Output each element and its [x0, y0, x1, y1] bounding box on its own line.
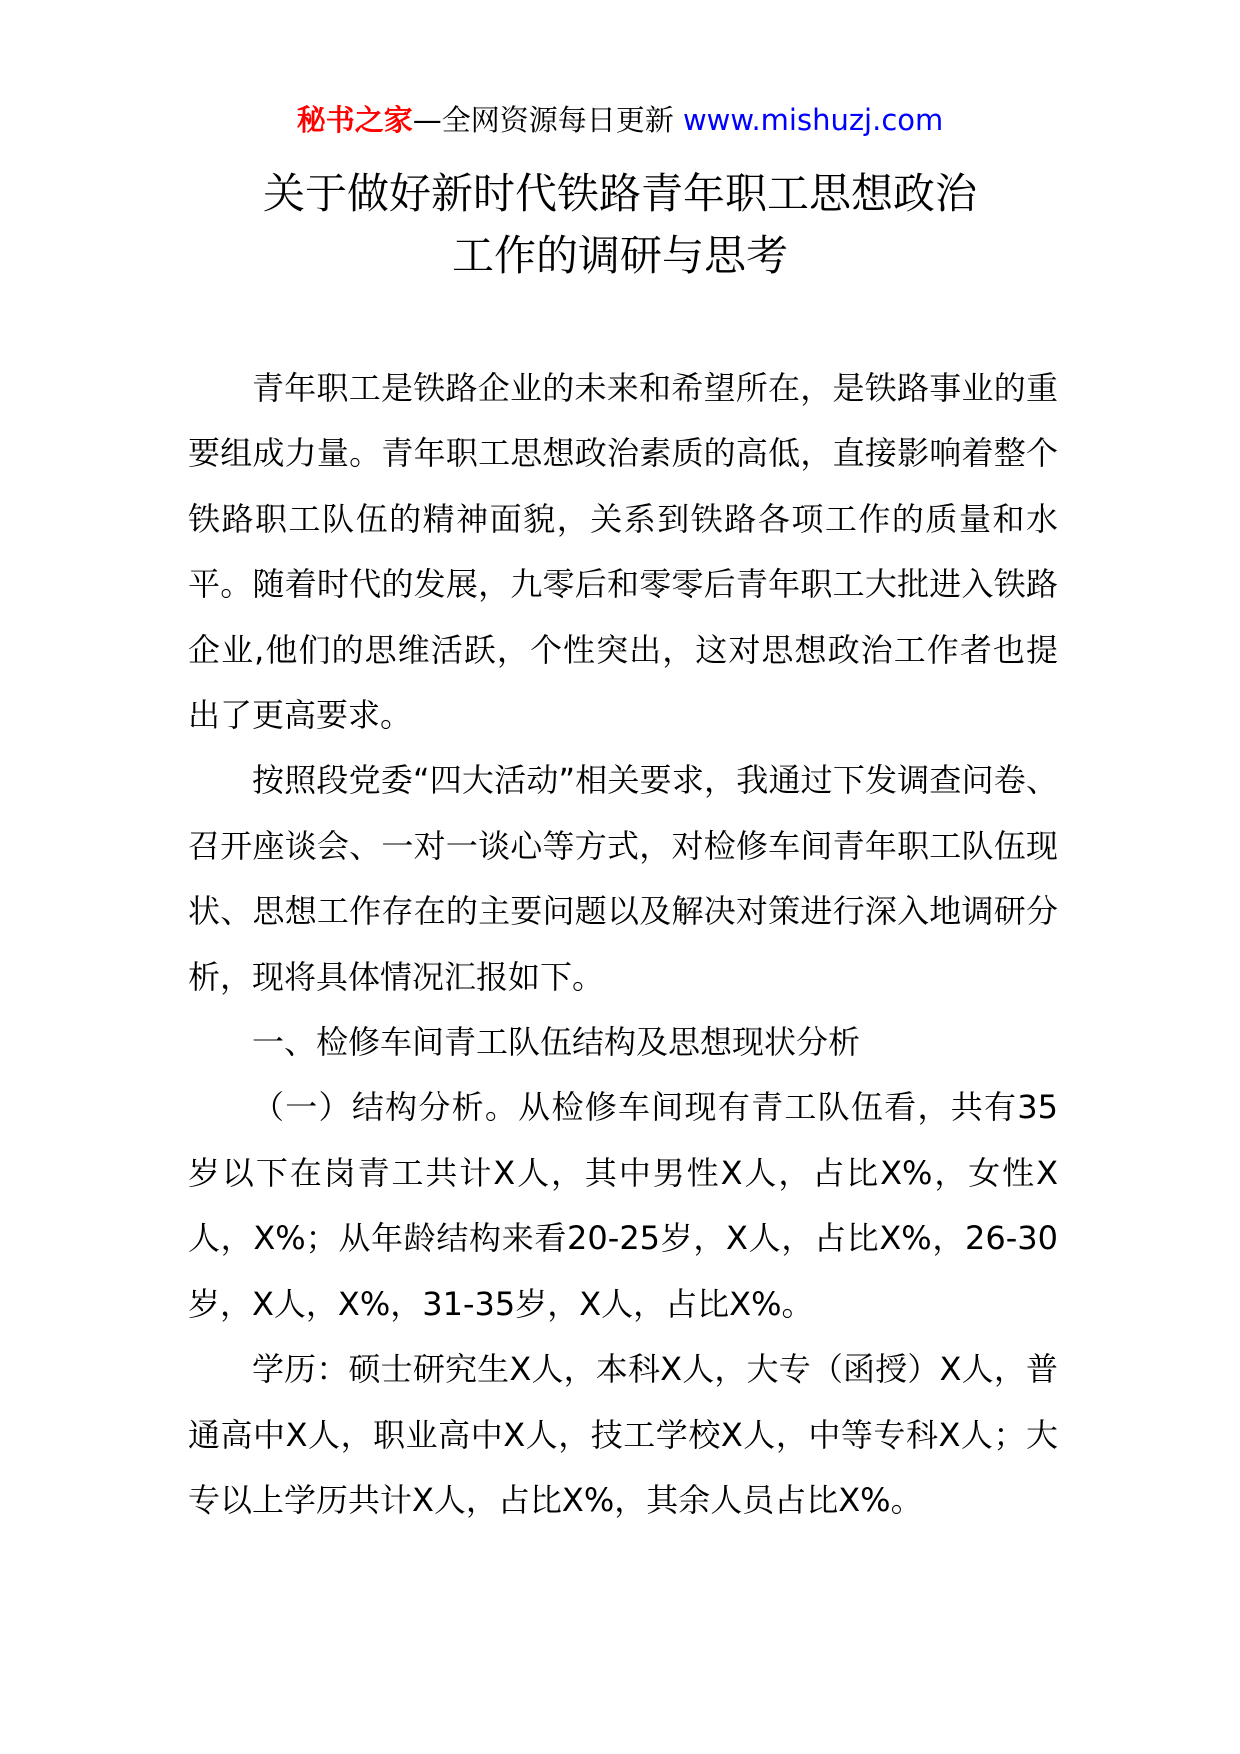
section-heading-1: 一、检修车间青工队伍结构及思想现状分析: [252, 1023, 861, 1062]
title-line-1: 关于做好新时代铁路青年职工思想政治: [262, 169, 977, 218]
brand-name: 秘书之家: [296, 103, 413, 137]
site-url: www.mishuzj.com: [682, 103, 944, 137]
paragraph-education: 学历：硕士研究生X人，本科X人，大专（函授）X人，普通高中X人，职业高中X人，技工学校X人，中等专科X人；大专以上学历共计X人，占比X%，其余人员占比X%。: [188, 1350, 1058, 1519]
header-tagline: —全网资源每日更新: [412, 103, 683, 137]
paragraph-structure: （一）结构分析。从检修车间现有青工队伍看，共有35岁以下在岗青工共计X人，其中男性X人，占比X%，女性X人，X%；从年龄结构来看20-25岁，X人，占比X%，26-30岁，X人，X%，31-35岁，X人，占比X%。: [188, 1088, 1058, 1323]
paragraph-intro: 青年职工是铁路企业的未来和希望所在，是铁路事业的重要组成力量。青年职工思想政治素质的高低，直接影响着整个铁路职工队伍的精神面貌，关系到铁路各项工作的质量和水平。随着时代的发展，九零后和零零后青年职工大批进入铁路企业,他们的思维活跃，个性突出，这对思想政治工作者也提出了更高要求。: [188, 369, 1058, 735]
document-title: [0, 163, 1240, 287]
document-body: [188, 356, 1058, 1533]
title-line-2: 工作的调研与思考: [451, 231, 788, 280]
watermark-header: [0, 100, 1240, 140]
paragraph-method: 按照段党委“四大活动”相关要求，我通过下发调查问卷、召开座谈会、一对一谈心等方式，对检修车间青年职工队伍现状、思想工作存在的主要问题以及解决对策进行深入地调研分析，现将具体情况汇报如下。: [188, 761, 1058, 996]
